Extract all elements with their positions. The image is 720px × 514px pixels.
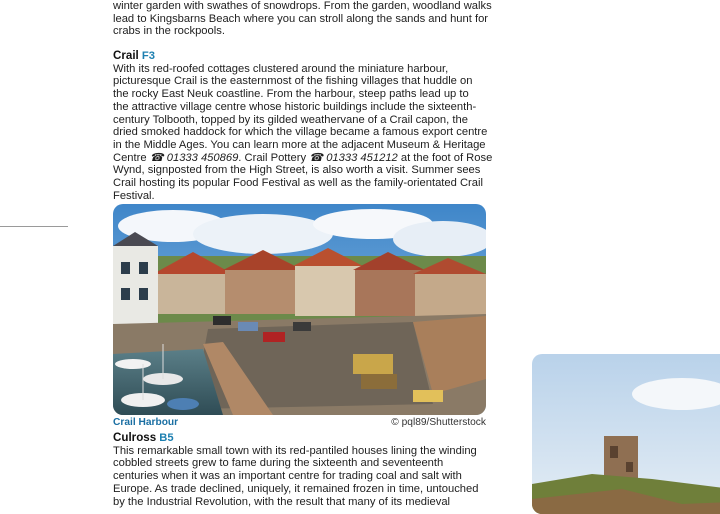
crail-heading bbox=[113, 50, 492, 63]
text-line: the rocky East Neuk coastline. From the harbour, steep paths lead up to bbox=[113, 88, 469, 101]
text-line: This remarkable small town with its red-pantiled houses lining the winding bbox=[113, 444, 477, 457]
text-line: the attractive village centre whose historic buildings include the sixteenth- bbox=[113, 100, 477, 113]
text-line: by the Industrial Revolution, with the result that many of its medieval bbox=[113, 495, 451, 508]
text-line: centuries when it was an important centre for trading coal and salt with bbox=[113, 470, 462, 483]
text-line: lead to Kingsbarns Beach where you can stroll along the sands and hunt for bbox=[113, 12, 489, 25]
photo-credit: © pql89/Shutterstock bbox=[391, 417, 486, 428]
crail-title: Crail bbox=[113, 49, 139, 62]
text-line: crabs in the rockpools. bbox=[113, 25, 225, 38]
text-line: winter garden with swathes of snowdrops. From the garden, woodland walks bbox=[113, 0, 492, 12]
culross-heading bbox=[113, 432, 488, 445]
crail-phone-line: Centre ☎ 01333 450869. Crail Pottery ☎ 01333 451212 at the foot of Rose bbox=[113, 151, 493, 164]
culross-paragraph bbox=[113, 445, 488, 509]
crail-harbour-photo bbox=[113, 204, 486, 415]
text-line: Crail hosting its popular Food Festival as well as the family-orientated Crail bbox=[113, 177, 483, 190]
text-line: Wynd, signposted from the High Street, is also worth a visit. Summer sees bbox=[113, 164, 481, 177]
crail-grid-ref: F3 bbox=[141, 50, 155, 62]
crail-section bbox=[113, 50, 492, 202]
photo-caption: Crail Harbour bbox=[113, 417, 179, 428]
text-line: cobbled streets grew to fame during the sixteenth and seventeenth bbox=[113, 457, 444, 470]
crail-paragraph-end bbox=[113, 164, 492, 202]
column-divider-rule bbox=[0, 226, 68, 227]
text-line: Festival. bbox=[113, 189, 155, 202]
intro-paragraph bbox=[113, 0, 492, 38]
museum-phone-number: ☎ 01333 450869 bbox=[149, 151, 239, 164]
ladys-tower-photo bbox=[532, 354, 720, 514]
text-line: century Tolbooth, topped by its gilded weathervane of a Crail capon, the bbox=[113, 113, 468, 126]
text-line: in the Middle Ages. You can learn more at the adjacent Museum & Heritage bbox=[113, 138, 486, 151]
culross-title: Culross bbox=[113, 431, 157, 444]
crail-paragraph bbox=[113, 63, 492, 152]
text-line: dried smoked haddock for which the village became a famous export centre bbox=[113, 126, 488, 139]
text-line: With its red-roofed cottages clustered around the miniature harbour, bbox=[113, 62, 449, 75]
culross-grid-ref: B5 bbox=[159, 432, 174, 444]
pottery-phone-number: ☎ 01333 451212 bbox=[309, 151, 398, 164]
text-line: Europe. As trade declined, uniquely, it remained frozen in time, untouched bbox=[113, 482, 479, 495]
culross-section bbox=[113, 432, 488, 508]
text-line: picturesque Crail is the easternmost of the fishing villages that huddle on bbox=[113, 75, 473, 88]
